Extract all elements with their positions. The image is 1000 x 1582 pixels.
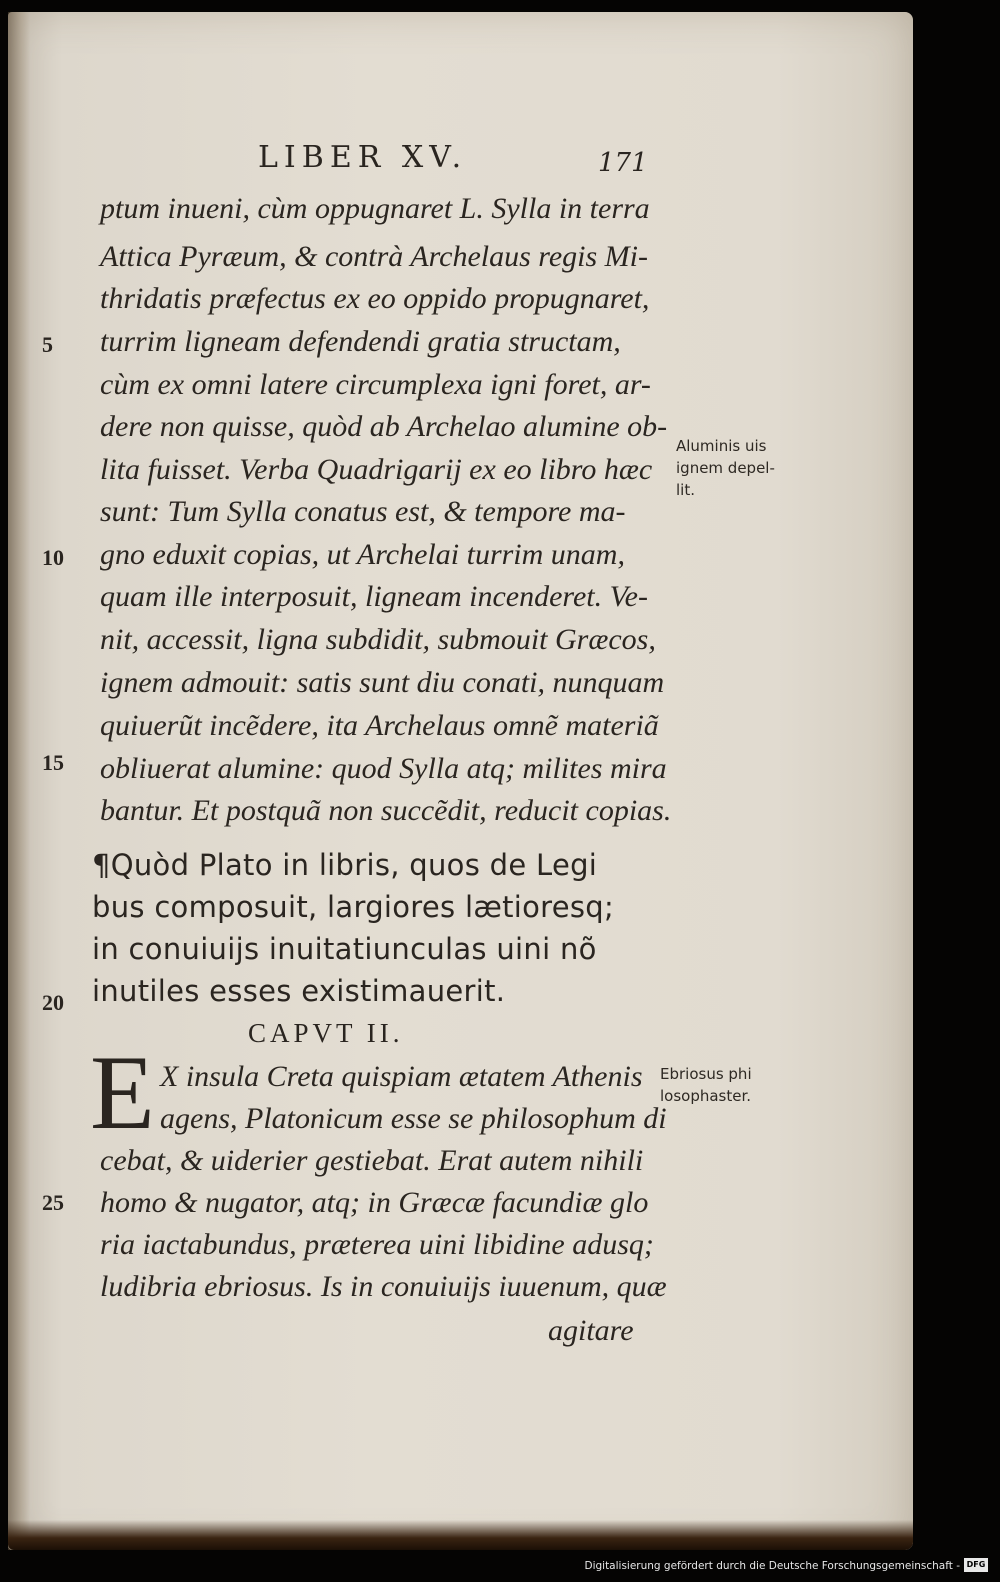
line-number: 10 <box>42 545 64 570</box>
body-line: Attica Pyræum, & contrà Archelaus regis Mi- <box>100 240 648 273</box>
margin-note-line: losophaster. <box>660 1087 752 1105</box>
chapter-line: agens, Platonicum esse se philosophum di <box>160 1102 667 1135</box>
body-line: ignem admouit: satis sunt diu conati, nunquam <box>100 666 665 699</box>
chapter-label: CAPVT II. <box>248 1018 404 1048</box>
margin-note-line: lit. <box>676 481 695 499</box>
chapter-line: ludibria ebriosus. Is in conuiuijs iuuenum, quæ <box>100 1270 667 1303</box>
body-line: sunt: Tum Sylla conatus est, & tempore ma- <box>100 495 626 528</box>
margin-note <box>660 1063 752 1107</box>
body-line: obliuerat alumine: quod Sylla atq; milites mira <box>100 752 667 785</box>
line-number: 20 <box>42 990 64 1015</box>
chapter-line: X insula Creta quispiam ætatem Athenis <box>160 1060 643 1093</box>
margin-note-line: Aluminis uis <box>676 437 767 455</box>
dfg-logo: DFG <box>964 1558 988 1572</box>
page-bottom-edge <box>8 1520 913 1550</box>
body-line: cùm ex omni latere circumplexa igni foret, ar- <box>100 368 651 401</box>
chapter-line: cebat, & uiderier gestiebat. Erat autem nihili <box>100 1144 644 1177</box>
body-line: quiuerũt incẽdere, ita Archelaus omnẽ materiã <box>100 709 659 742</box>
body-line: quam ille interposuit, ligneam incenderet. Ve- <box>100 580 648 613</box>
folio-number: 171 <box>598 148 648 178</box>
drop-cap: E <box>90 1034 155 1151</box>
body-line: turrim ligneam defendendi gratia structam, <box>100 325 621 358</box>
body-line: ptum inueni, cùm oppugnaret L. Sylla in terra <box>100 192 650 225</box>
chapter-summary-line: inutiles esses existimauerit. <box>92 974 506 1008</box>
body-line: nit, accessit, ligna subdidit, submouit Græcos, <box>100 623 656 656</box>
margin-note-line: ignem depel- <box>676 459 775 477</box>
chapter-summary-line: bus composuit, largiores lætioresq; <box>92 890 615 924</box>
page-spine-shadow <box>8 12 30 1550</box>
line-number: 15 <box>42 750 64 775</box>
chapter-summary-line: ¶Quòd Plato in libris, quos de Legi <box>92 848 598 882</box>
chapter-summary-line: in conuiuijs inuitatiunculas uini nõ <box>92 932 597 966</box>
margin-note-line: Ebriosus phi <box>660 1065 752 1083</box>
catchword: agitare <box>548 1314 634 1347</box>
line-number: 25 <box>42 1190 64 1215</box>
margin-note <box>676 435 775 501</box>
chapter-line: ria iactabundus, præterea uini libidine adusq; <box>100 1228 654 1261</box>
line-number: 5 <box>42 332 53 357</box>
chapter-line: homo & nugator, atq; in Græcæ facundiæ glo <box>100 1186 649 1219</box>
body-line: lita fuisset. Verba Quadrigarij ex eo libro hæc <box>100 453 653 486</box>
body-line: bantur. Et postquã non succẽdit, reducit copias. <box>100 794 672 827</box>
digitization-credit: Digitalisierung gefördert durch die Deutsche Forschungsgemeinschaft - <box>584 1560 960 1572</box>
running-header: LIBER XV. <box>258 140 468 175</box>
body-line: thridatis præfectus ex eo oppido propugnaret, <box>100 282 650 315</box>
body-line: gno eduxit copias, ut Archelai turrim unam, <box>100 538 625 571</box>
body-line: dere non quisse, quòd ab Archelao alumine ob- <box>100 410 668 443</box>
